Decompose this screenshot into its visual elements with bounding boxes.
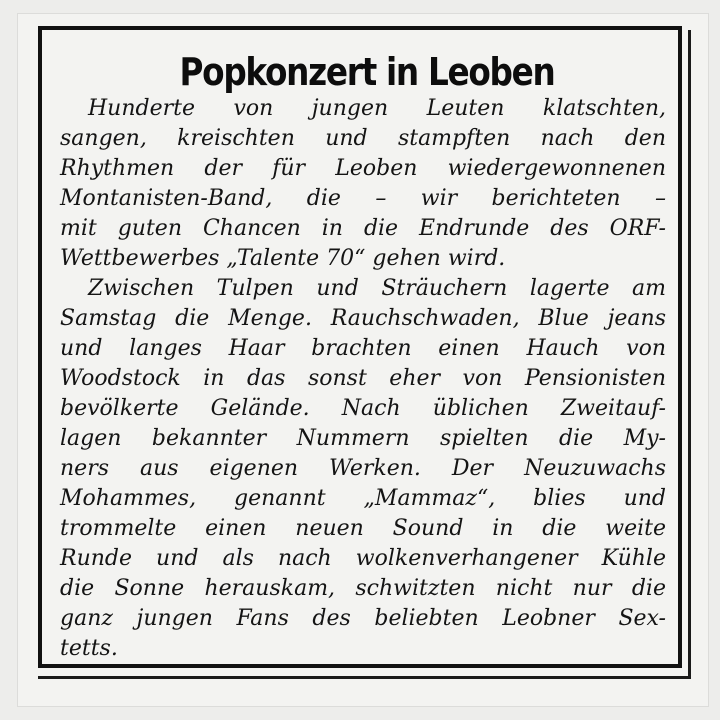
article-line: Runde und als nach wolkenverhangener Kühle bbox=[60, 546, 666, 571]
shadow-rule-right bbox=[688, 30, 691, 679]
article-line: und langes Haar brachten einen Hauch von bbox=[60, 336, 666, 361]
shadow-rule-bottom bbox=[38, 676, 688, 679]
article-line: Woodstock in das sonst eher von Pensionisten bbox=[60, 366, 666, 391]
article-line: tetts. bbox=[60, 636, 118, 661]
article-line: Mohammes, genannt „Mammaz“, blies und bbox=[60, 486, 666, 511]
article-line: mit guten Chancen in die Endrunde des ORF- bbox=[60, 216, 666, 241]
article-line: trommelte einen neuen Sound in die weite bbox=[60, 516, 666, 541]
article-line: Samstag die Menge. Rauchschwaden, Blue jeans bbox=[60, 306, 666, 331]
article-line: lagen bekannter Nummern spielten die My- bbox=[60, 426, 666, 451]
article-line: Wettbewerbes „Talente 70“ gehen wird. bbox=[60, 246, 506, 271]
article-line: Hunderte von jungen Leuten klatschten, bbox=[88, 96, 666, 121]
article-line: Montanisten-Band, die – wir berichteten – bbox=[60, 186, 666, 211]
article-title: Popkonzert in Leoben bbox=[179, 50, 555, 94]
article-line: ganz jungen Fans des beliebten Leobner Sex- bbox=[60, 606, 666, 631]
article-line: die Sonne herauskam, schwitzten nicht nur die bbox=[60, 576, 666, 601]
article-body bbox=[60, 94, 666, 664]
article-line: ners aus eigenen Werken. Der Neuzuwachs bbox=[60, 456, 666, 481]
article-line: bevölkerte Gelände. Nach üblichen Zweitauf- bbox=[60, 396, 666, 421]
article-line: Rhythmen der für Leoben wiedergewonnenen bbox=[60, 156, 666, 181]
article-line: sangen, kreischten und stampften nach den bbox=[60, 126, 666, 151]
article-line: Zwischen Tulpen und Sträuchern lagerte am bbox=[88, 276, 666, 301]
